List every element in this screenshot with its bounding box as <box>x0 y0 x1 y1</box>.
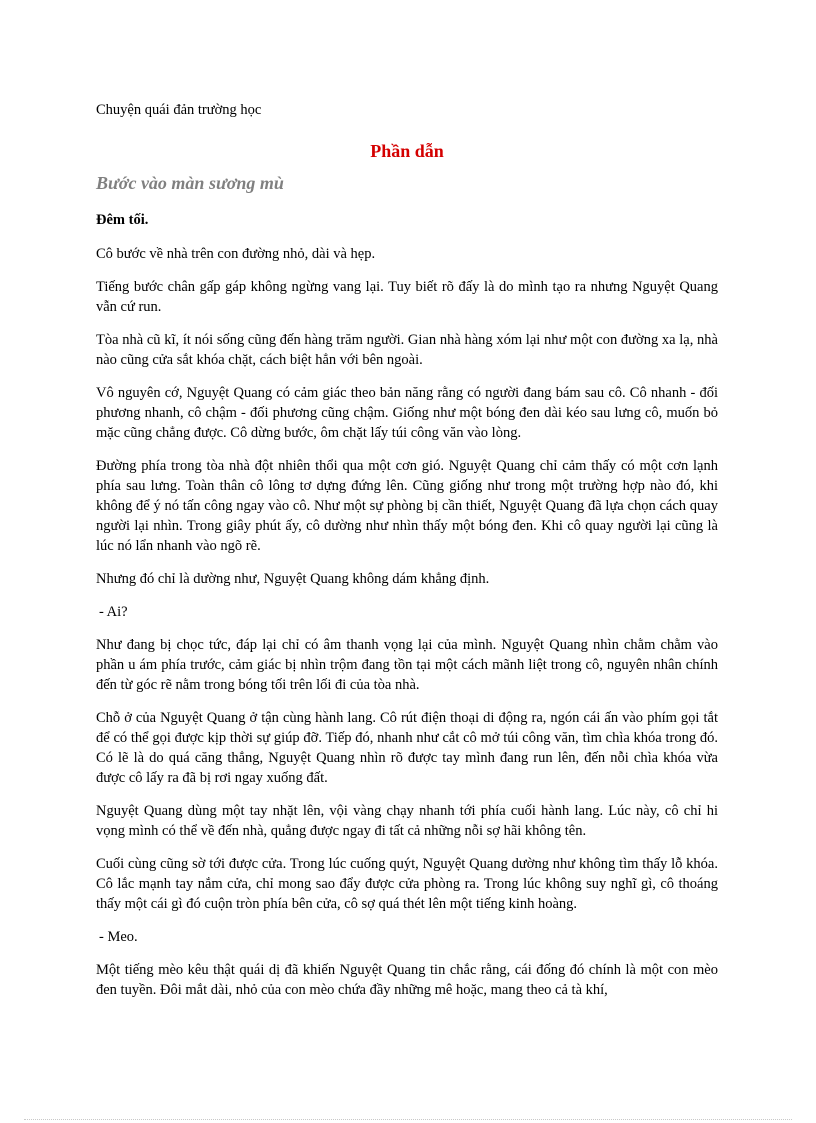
document-page <box>96 100 718 1013</box>
paragraph-10: Cuối cùng cũng sờ tới được cửa. Trong lúc cuống quýt, Nguyệt Quang dường như không tìm thấy lỗ khóa. Cô lắc mạnh tay nắm cửa, chỉ mong sao đẩy được cửa phòng ra. Trong lúc không suy nghĩ gì, cô thoáng thấy một cái gì đó cuộn tròn phía bên cửa, cô sợ quá thét lên một tiếng kinh hoàng. <box>96 856 718 912</box>
paragraph-3: Tòa nhà cũ kĩ, ít nói sống cũng đến hàng trăm người. Gian nhà hàng xóm lại như một con đường xa lạ, nhà nào cũng cửa sắt khóa chặt, cách biệt hẳn với bên ngoài. <box>96 332 718 368</box>
scene-heading: Đêm tối. <box>96 212 149 228</box>
paragraph-9: Nguyệt Quang dùng một tay nhặt lên, vội vàng chạy nhanh tới phía cuối hành lang. Lúc này, cô chỉ hi vọng mình có thể về đến nhà, quẳng được ngay đi tất cả những nỗi sợ hãi không tên. <box>96 803 718 839</box>
paragraph-11: Một tiếng mèo kêu thật quái dị đã khiến Nguyệt Quang tin chắc rằng, cái đống đó chính là một con mèo đen tuyền. Đôi mắt dài, nhỏ của con mèo chứa đầy những mê hoặc, mang theo cả tà khí, <box>96 962 718 998</box>
page-bottom-divider <box>24 1119 792 1120</box>
part-title: Phần dẫn <box>370 141 444 161</box>
paragraph-8: Chỗ ở của Nguyệt Quang ở tận cùng hành lang. Cô rút điện thoại di động ra, ngón cái ấn vào phím gọi tắt để có thể gọi được kịp thời sự giúp đỡ. Tiếp đó, nhanh như cắt cô mở túi công văn, tìm chìa khóa trong đó. Có lẽ là do quá căng thẳng, Nguyệt Quang nhìn rõ được tay mình đang run lên, đến nỗi chìa khóa vừa được cô lấy ra đã bị rơi ngay xuống đất. <box>96 710 718 786</box>
paragraph-5: Đường phía trong tòa nhà đột nhiên thổi qua một cơn gió. Nguyệt Quang chỉ cảm thấy có một cơn lạnh phía sau lưng. Toàn thân cô lông tơ dựng đứng lên. Cũng giống như trong một trường hợp nào đó, khi không để ý nó tấn công ngay vào cô. Như một sự phòng bị cần thiết, Nguyệt Quang đã lựa chọn cách quay người lại nhìn. Trong giây phút ấy, cô dường như nhìn thấy một bóng đen. Khi cô quay người lại cũng là lúc nó lẩn nhanh vào ngõ rẽ. <box>96 458 718 554</box>
dialogue-line-1: - Ai? <box>99 604 128 620</box>
paragraph-7: Như đang bị chọc tức, đáp lại chỉ có âm thanh vọng lại của mình. Nguyệt Quang nhìn chằm chằm vào phần u ám phía trước, cảm giác bị nhìn trộm đang tồn tại một cách mãnh liệt trong cô, nguyên nhân chính đến từ góc rẽ nằm trong bóng tối trên lối đi của tòa nhà. <box>96 637 718 693</box>
paragraph-6: Nhưng đó chỉ là dường như, Nguyệt Quang không dám khẳng định. <box>96 571 490 587</box>
series-title: Chuyện quái đản trường học <box>96 102 262 118</box>
paragraph-1: Cô bước về nhà trên con đường nhỏ, dài và hẹp. <box>96 246 376 262</box>
dialogue-line-2: - Meo. <box>99 929 138 945</box>
chapter-title: Bước vào màn sương mù <box>96 173 284 193</box>
paragraph-2: Tiếng bước chân gấp gáp không ngừng vang lại. Tuy biết rõ đấy là do mình tạo ra nhưng Nguyệt Quang vẫn cứ run. <box>96 279 718 315</box>
paragraph-4: Vô nguyên cớ, Nguyệt Quang có cảm giác theo bản năng rằng có người đang bám sau cô. Cô nhanh - đối phương nhanh, cô chậm - đối phương cũng chậm. Giống như một bóng đen dài kéo sau lưng cô, muốn bỏ mặc cũng chẳng được. Cô dừng bước, ôm chặt lấy túi công văn vào lòng. <box>96 385 718 441</box>
